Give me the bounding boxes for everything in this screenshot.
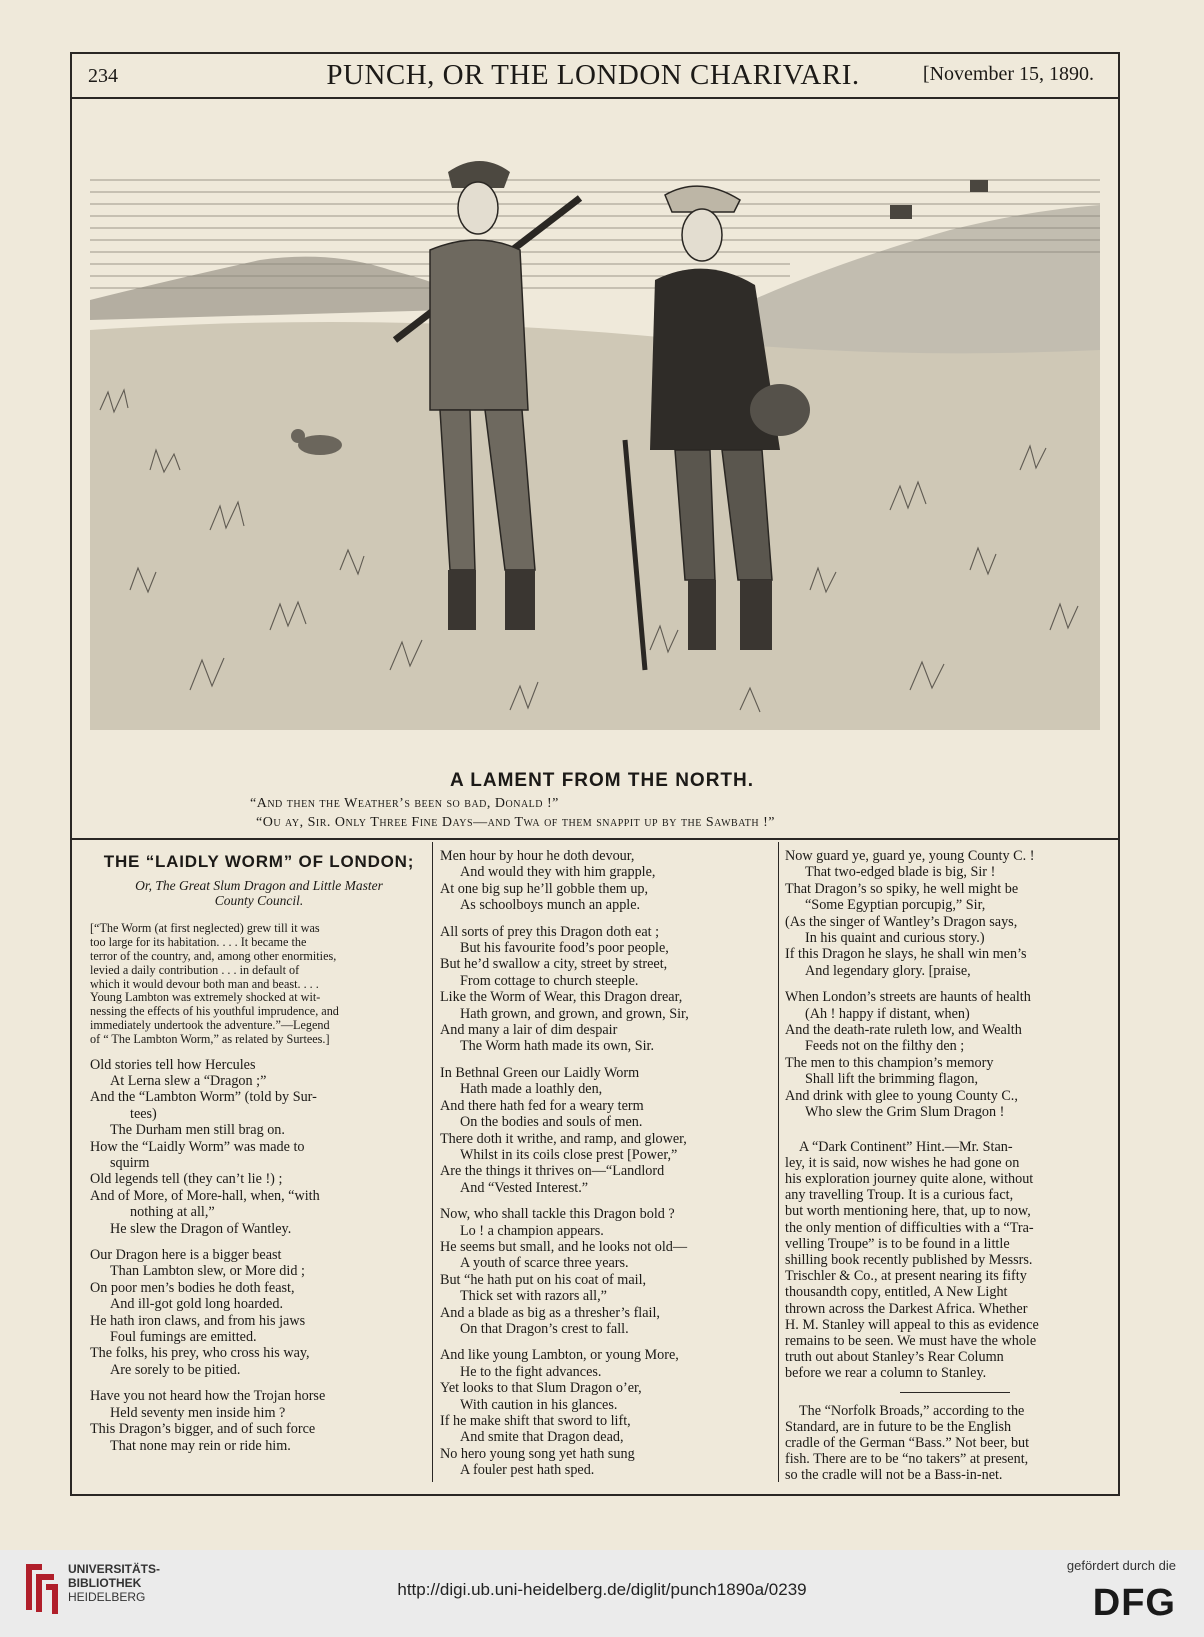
- dfg-logo: DFG: [1092, 1582, 1176, 1624]
- poem-subtitle-2: County Council.: [214, 893, 304, 909]
- dark-continent-note: A “Dark Continent” Hint.—Mr. Stan- ley, it is said, now wishes he had gone on his exploration journey quite alone, without any travelling Troup. It is a curious fact, but worth mentioning here, that, up to now, the only mention of difficulties with a “Tra- velling Troupe” is to be found in a little shilling book recently published by Messrs. Trischler & Co., at present nearing its fifty thousandth copy, entitled, A New Light thrown across the Darkest Africa. Whether H. M. Stanley will appeal to this as evidence remains to be seen. We must have the whole truth out about Stanley’s Rear Column before we rear a column to Stanley.: [785, 1138, 1039, 1382]
- column-2: [440, 848, 770, 1479]
- stanza: All sorts of prey this Dragon doth eat ; But his favourite food’s poor people, But he’d swallow a city, street by street, From cottage to church steeple. Like the Worm of Wear, this Dragon drear, Hath grown, and grown, and grown, Sir, And many a lair of dim despair The Worm hath made its own, Sir.: [440, 923, 689, 1055]
- stanza: Now guard ye, guard ye, young County C. ! That two-edged blade is big, Sir ! That Dragon’s so spiky, he well might be “Some Egyptian porcupig,” Sir, (As the singer of Wantley’s Dragon says, In his quaint and curious story.) If this Dragon he slays, he shall win men’s And legendary glory. [praise,: [785, 848, 1035, 979]
- poem-epigraph: [“The Worm (at first neglected) grew till it was too large for its habitation. . . . It became the terror of the country, and, among other enormities, levied a daily contribution . . . in default of which it would devour both man and beast. . . . Young Lambton was extremely shocked at wit- nessing the effects of his youthful imprudence, and immediately undertook the adventure.”—Legend of “ The Lambton Worm,” as related by Surtees.]: [90, 921, 339, 1046]
- right-hill: [710, 205, 1100, 370]
- left-hill: [90, 257, 450, 320]
- cottage-2: [970, 180, 988, 192]
- caption-line-2: “Ou ay, Sir. Only Three Fine Days—and Twa of them snappit up by the Sawbath !”: [256, 815, 776, 830]
- column-1: [90, 848, 428, 1454]
- poem-title: THE “LAIDLY WORM” OF LONDON;: [103, 852, 415, 871]
- stanza: Our Dragon here is a bigger beast Than Lambton slew, or More did ; On poor men’s bodies he doth feast, And ill-got gold long hoarded. He hath iron claws, and from his jaws Foul fumings are emitted. The folks, his prey, who cross his way, Are sorely to be pitied.: [90, 1247, 310, 1378]
- poem-subtitle-1: Or, The Great Slum Dragon and Little Master: [135, 878, 383, 894]
- page-number: 234: [88, 65, 118, 87]
- library-name: UNIVERSITÄTS- BIBLIOTHEK HEIDELBERG: [68, 1562, 161, 1604]
- cottage: [890, 205, 912, 219]
- moor: [90, 322, 1100, 730]
- digitization-footer: [0, 1550, 1204, 1637]
- moor-illustration: [90, 110, 1100, 770]
- stanza: Men hour by hour he doth devour, And would they with him grapple, At one big sup he’ll gobble them up, As schoolboys munch an apple.: [440, 848, 656, 914]
- column-rule-2: [778, 842, 779, 1482]
- norfolk-broads-note: The “Norfolk Broads,” according to the Standard, are in future to be the English cradle of the German “Bass.” Not beer, but fish. There are to be “no takers” at present, so the cradle will not be a Bass-in-net.: [785, 1402, 1030, 1484]
- running-header: [70, 57, 1116, 97]
- stanza: Have you not heard how the Trojan horse Held seventy men inside him ? This Dragon’s bigger, and of such force That none may rein or ride him.: [90, 1388, 326, 1454]
- header-rule: [70, 97, 1120, 99]
- funding-note: gefördert durch die: [1066, 1558, 1176, 1573]
- stanza: Old stories tell how Hercules At Lerna slew a “Dragon ;” And the “Lambton Worm” (told by Sur- tees) The Durham men still brag on. How the “Laidly Worm” was made to squirm Old legends tell (they can’t lie !) ; And of More, of More-hall, when, “with nothing at all,” He slew the Dragon of Wantley.: [90, 1056, 320, 1237]
- permalink[interactable]: http://digi.ub.uni-heidelberg.de/diglit/punch1890a/0239: [397, 1580, 807, 1599]
- issue-date: [November 15, 1890.: [922, 63, 1094, 85]
- illustration-title: A LAMENT FROM THE NORTH.: [449, 770, 755, 791]
- magazine-title: PUNCH, OR THE LONDON CHARIVARI.: [326, 59, 860, 91]
- note-divider: [900, 1392, 1010, 1393]
- column-3: [785, 848, 1125, 1484]
- stanza: And like young Lambton, or young More, He to the fight advances. Yet looks to that Slum Dragon o’er, With caution in his glances. If he make shift that sword to lift, And smite that Dragon dead, No hero young song yet hath sung A fouler pest hath sped.: [440, 1347, 679, 1479]
- stanza: When London’s streets are haunts of health (Ah ! happy if distant, when) And the death-rate ruleth low, and Wealth Feeds not on the filthy den ; The men to this champion’s memory Shall lift the brimming flagon, And drink with glee to young County C., Who slew the Grim Slum Dragon !: [785, 989, 1031, 1121]
- stanza: In Bethnal Green our Laidly Worm Hath made a loathly den, And there hath fed for a weary term On the bodies and souls of men. There doth it writhe, and ramp, and glower, Whilst in its coils close prest [Power,” Are the things it thrives on—“Landlord And “Vested Interest.”: [440, 1064, 687, 1196]
- caption-rule: [70, 838, 1120, 840]
- caption-line-1: “And then the Weather’s been so bad, Donald !”: [250, 796, 559, 811]
- stanza: Now, who shall tackle this Dragon bold ? Lo ! a champion appears. He seems but small, and he looks not old— A youth of scarce three years. But “he hath put on his coat of mail, Thick set with razors all,” And a blade as big as a thresher’s flail, On that Dragon’s crest to fall.: [440, 1206, 688, 1337]
- column-rule-1: [432, 842, 433, 1482]
